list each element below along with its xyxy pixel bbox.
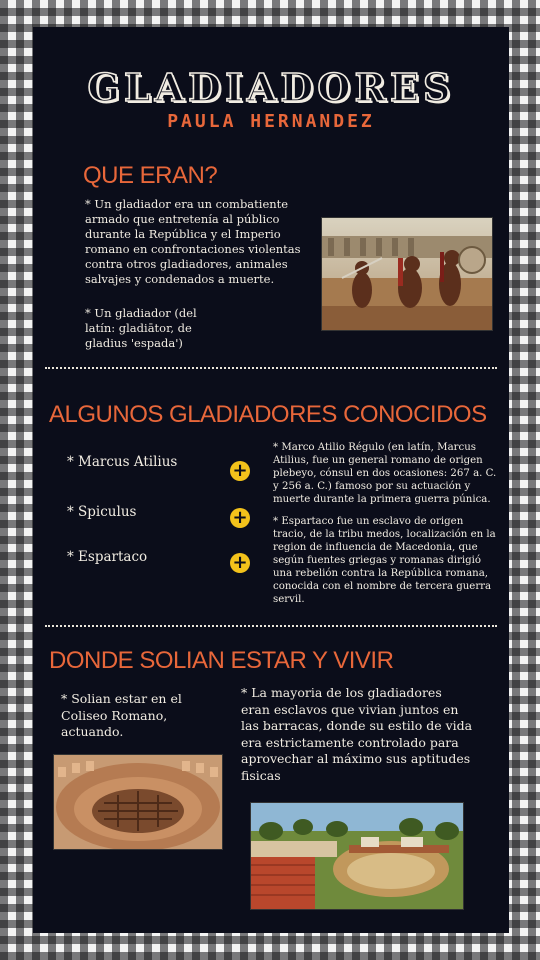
marcus-atilius-description: * Marco Atilio Régulo (en latín, Marcus Atilius, fue un general romano de origen plebeyo, cónsul en dos ocasiones: 267 a. C. y 256 a. C.) famoso por su actuación y muerte durante la primera guerra púnica. [273, 442, 497, 505]
section-heading-gladiadores-conocidos: ALGUNOS GLADIADORES CONOCIDOS [49, 401, 487, 428]
expand-marcus-atilius-button[interactable]: + [230, 461, 250, 481]
page-title: GLADIADORES [87, 65, 455, 110]
section-heading-donde-vivir: DONDE SOLIAN ESTAR Y VIVIR [49, 647, 394, 674]
section-divider-1 [45, 367, 497, 369]
barracks-paragraph: * La mayoria de los gladiadores eran esclavos que vivian juntos en las barracas, donde su estilo de vida era estrictamente controlado para aprovechar al máximo sus aptitudes fisicas [241, 685, 473, 783]
colosseum-image [53, 754, 223, 850]
infographic-card [33, 27, 509, 933]
coliseum-paragraph: * Solian estar en el Coliseo Romano, actuando. [61, 691, 182, 739]
gladiator-name-marcus-atilius: * Marcus Atilius [67, 454, 178, 470]
expand-spiculus-button[interactable]: + [230, 508, 250, 528]
gladiators-fighting-image [321, 217, 493, 331]
espartaco-description: * Espartaco fue un esclavo de origen tracio, de la tribu medos, localización en la region de influencia de Macedonia, que según fuentes griegas y romanas dirigió una rebelión contra la República romana, conocida con el nombre de tercera guerra servil. [273, 516, 496, 605]
section-divider-2 [45, 625, 497, 627]
gladiator-name-spiculus: * Spiculus [67, 504, 137, 520]
gladiator-barracks-image [250, 802, 464, 910]
gladiator-name-espartaco: * Espartaco [67, 549, 148, 565]
author-name: PAULA HERNANDEZ [167, 111, 375, 132]
definition-paragraph: * Un gladiador era un combatiente armado que entretenía al público durante la República y el Imperio romano en confrontaciones violentas contra otros gladiadores, animales salvajes y condenados a muerte. [85, 197, 301, 286]
etymology-paragraph: * Un gladiador (del latín: gladiātor, de gladius 'espada') [85, 306, 197, 350]
expand-espartaco-button[interactable]: + [230, 553, 250, 573]
section-heading-que-eran: QUE ERAN? [83, 162, 218, 189]
